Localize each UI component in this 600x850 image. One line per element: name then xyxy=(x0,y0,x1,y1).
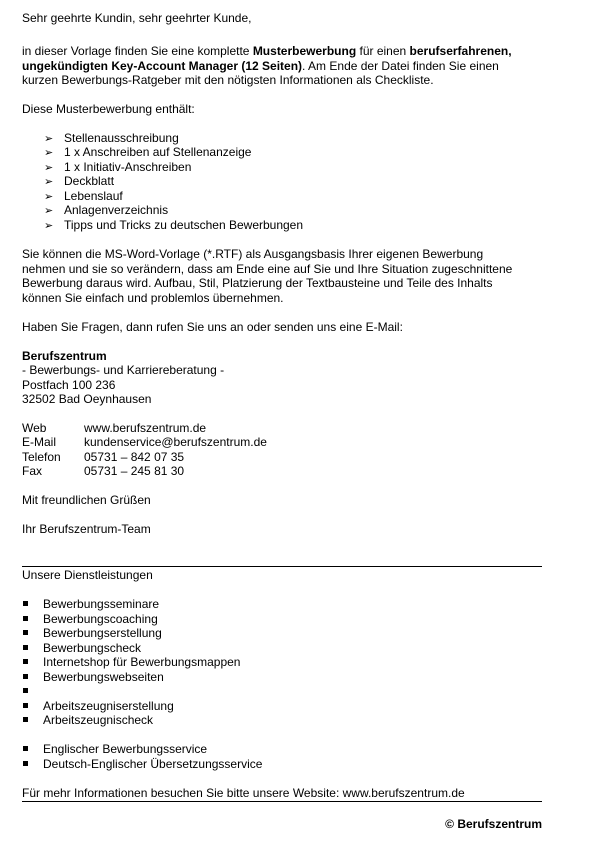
contact-row-web xyxy=(22,421,206,436)
usage-line: nehmen und sie so verändern, dass am Ende eine auf Sie und Ihre Situation zugeschnittene xyxy=(22,262,513,276)
square-bullet-icon xyxy=(23,616,28,621)
square-bullet-icon xyxy=(23,630,28,635)
service-item-label: Arbeitszeugnischeck xyxy=(43,713,154,727)
service-item xyxy=(22,713,153,728)
fax-value: 05731 – 245 81 30 xyxy=(84,464,185,478)
contents-item xyxy=(44,218,303,234)
service-item xyxy=(22,670,164,685)
arrow-bullet-icon: ➢ xyxy=(44,205,54,217)
intro-bold-text: ungekündigten Key-Account Manager (12 Seiten) xyxy=(22,59,303,73)
intro-line-1 xyxy=(22,44,512,59)
contact-label: E-Mail xyxy=(22,435,57,449)
usage-line: können Sie einfach und problemlos übernehmen. xyxy=(22,291,284,305)
service-item-label: Bewerbungswebseiten xyxy=(43,670,164,684)
square-bullet-icon xyxy=(23,601,28,606)
arrow-bullet-icon: ➢ xyxy=(44,133,54,145)
service-item xyxy=(22,699,174,714)
square-bullet-icon xyxy=(23,659,28,664)
contents-item-label: 1 x Initiativ-Anschreiben xyxy=(64,160,192,174)
salutation: Sehr geehrte Kundin, sehr geehrter Kunde, xyxy=(22,11,252,25)
company-tagline: - Bewerbungs- und Karriereberatung - xyxy=(22,363,225,377)
contents-item xyxy=(44,203,168,219)
contact-label: Web xyxy=(22,421,47,435)
phone-value: 05731 – 842 07 35 xyxy=(84,450,185,464)
service-item-label: Arbeitszeugniserstellung xyxy=(43,699,174,713)
questions-text: Haben Sie Fragen, dann rufen Sie uns an oder senden uns eine E-Mail: xyxy=(22,320,403,334)
service-item xyxy=(22,641,141,656)
contents-item-label: Deckblatt xyxy=(64,174,115,188)
service-item-label: Englischer Bewerbungsservice xyxy=(43,742,208,756)
square-bullet-icon xyxy=(23,703,28,708)
arrow-bullet-icon: ➢ xyxy=(44,147,54,159)
website-note: Für mehr Informationen besuchen Sie bitte unsere Website: www.berufszentrum.de xyxy=(22,786,465,800)
contact-row-phone xyxy=(22,450,184,465)
closing: Mit freundlichen Grüßen xyxy=(22,493,151,507)
contents-item-label: 1 x Anschreiben auf Stellenanzeige xyxy=(64,145,252,159)
square-bullet-icon xyxy=(23,761,28,766)
service-item xyxy=(22,655,240,670)
intro-bold-text: berufserfahrenen, xyxy=(409,44,512,58)
square-bullet-icon xyxy=(23,674,28,679)
services-heading: Unsere Dienstleistungen xyxy=(22,568,153,582)
intro-line-2 xyxy=(22,59,499,74)
signature: Ihr Berufszentrum-Team xyxy=(22,522,151,536)
contact-label: Fax xyxy=(22,464,43,478)
service-item-label: Bewerbungscoaching xyxy=(43,612,158,626)
copyright: © Berufszentrum xyxy=(445,817,542,831)
square-bullet-icon xyxy=(23,717,28,722)
contents-item-label: Lebenslauf xyxy=(64,189,123,203)
service-item-label: Bewerbungserstellung xyxy=(43,626,162,640)
company-city: 32502 Bad Oeynhausen xyxy=(22,392,152,406)
contents-item-label: Tipps und Tricks zu deutschen Bewerbungen xyxy=(64,218,304,232)
contents-item-label: Anlagenverzeichnis xyxy=(64,203,169,217)
service-item xyxy=(22,597,159,612)
service-item xyxy=(22,757,262,772)
arrow-bullet-icon: ➢ xyxy=(44,162,54,174)
service-item-label: Internetshop für Bewerbungsmappen xyxy=(43,655,241,669)
contents-item-label: Stellenausschreibung xyxy=(64,131,179,145)
service-item xyxy=(22,742,207,757)
footer-divider xyxy=(22,801,542,802)
usage-line: Bewerbung daraus wird. Aufbau, Stil, Platzierung der Textbausteine und Teile des Inhalts xyxy=(22,276,493,290)
intro-line-3: kurzen Bewerbungs-Ratgeber mit den nötigsten Informationen als Checkliste. xyxy=(22,73,434,87)
arrow-bullet-icon: ➢ xyxy=(44,191,54,203)
arrow-bullet-icon: ➢ xyxy=(44,220,54,232)
service-item-label: Bewerbungsseminare xyxy=(43,597,160,611)
company-postbox: Postfach 100 236 xyxy=(22,378,116,392)
square-bullet-icon xyxy=(23,746,28,751)
service-item xyxy=(22,626,162,641)
usage-line: Sie können die MS-Word-Vorlage (*.RTF) als Ausgangsbasis Ihrer eigenen Bewerbung xyxy=(22,247,484,261)
square-bullet-icon xyxy=(23,645,28,650)
arrow-bullet-icon: ➢ xyxy=(44,176,54,188)
service-item-empty xyxy=(22,684,43,699)
company-name: Berufszentrum xyxy=(22,349,107,363)
section-divider xyxy=(22,566,542,567)
contact-row-email xyxy=(22,435,267,450)
intro-bold-text: Musterbewerbung xyxy=(252,44,357,58)
contact-row-fax xyxy=(22,464,184,479)
website-link[interactable]: www.berufszentrum.de xyxy=(84,421,207,435)
contents-item xyxy=(44,145,251,161)
service-item-label: Bewerbungscheck xyxy=(43,641,142,655)
contents-item xyxy=(44,174,114,190)
service-item xyxy=(22,612,158,627)
contents-heading: Diese Musterbewerbung enthält: xyxy=(22,102,195,116)
email-link[interactable]: kundenservice@berufszentrum.de xyxy=(84,435,267,449)
contact-label: Telefon xyxy=(22,450,61,464)
service-item-label: Deutsch-Englischer Übersetzungsservice xyxy=(43,757,263,771)
intro-text: . Am Ende der Datei finden Sie einen xyxy=(302,59,499,73)
intro-text: in dieser Vorlage finden Sie eine komplette xyxy=(22,44,253,58)
intro-text: für einen xyxy=(356,44,410,58)
square-bullet-icon xyxy=(23,688,28,693)
